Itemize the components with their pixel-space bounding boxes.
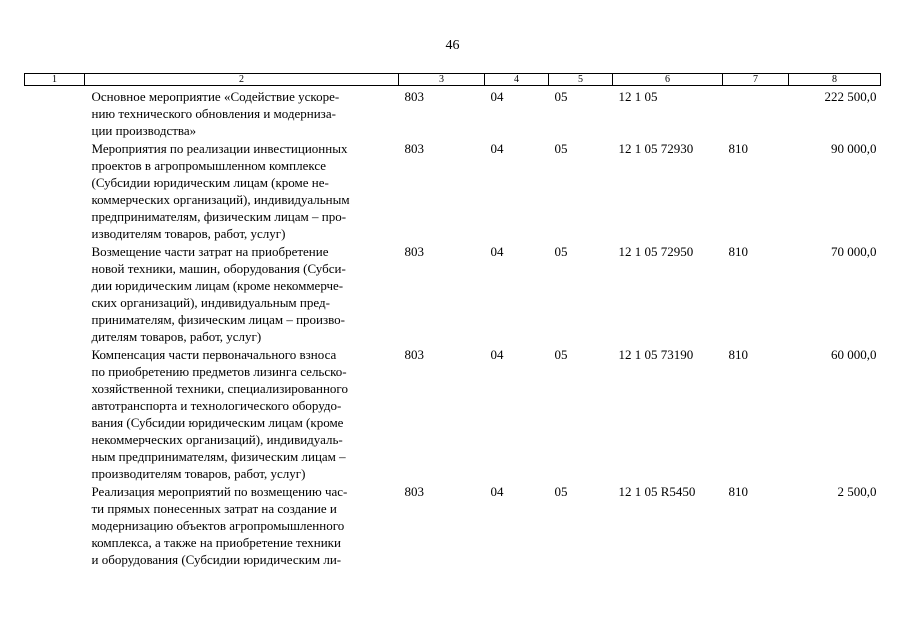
subsection-code: 05 bbox=[554, 244, 568, 259]
item-name-line: Реализация мероприятий по возмещению час- bbox=[91, 484, 348, 499]
item-name-line: дителям товаров, работ, услуг) bbox=[91, 329, 262, 344]
item-name bbox=[85, 86, 399, 140]
section-code: 04 bbox=[490, 89, 504, 104]
item-name-line: ти прямых понесенных затрат на создание и bbox=[91, 501, 337, 516]
item-name-line: ции производства» bbox=[91, 123, 197, 138]
row-number-cell bbox=[25, 139, 85, 242]
row-number-cell bbox=[25, 482, 85, 568]
column-number-5: 5 bbox=[549, 74, 613, 86]
item-name bbox=[85, 139, 399, 242]
target-code: 12 1 05 72950 bbox=[618, 244, 694, 259]
subsection-code: 05 bbox=[554, 484, 568, 499]
item-name-line: Компенсация части первоначального взноса bbox=[91, 347, 337, 362]
ministry-code: 803 bbox=[404, 141, 424, 156]
item-name-line: ских организаций), индивидуальным пред- bbox=[91, 295, 330, 310]
expense-code: 810 bbox=[728, 484, 748, 499]
subsection-code: 05 bbox=[554, 89, 568, 104]
sum-value: 60 000,0 bbox=[831, 347, 877, 362]
item-name-line: изводителям товаров, работ, услуг) bbox=[91, 226, 286, 241]
target-code: 12 1 05 72930 bbox=[618, 141, 694, 156]
item-name bbox=[85, 242, 399, 345]
item-name-line: комплекса, а также на приобретение техники bbox=[91, 535, 341, 550]
column-number-1: 1 bbox=[25, 74, 85, 86]
target-code: 12 1 05 bbox=[618, 89, 658, 104]
section-code: 04 bbox=[490, 484, 504, 499]
item-name-line: принимателям, физическим лицам – произво- bbox=[91, 312, 345, 327]
page-number: 46 bbox=[445, 38, 460, 53]
expense-code bbox=[723, 86, 789, 140]
target-code: 12 1 05 73190 bbox=[618, 347, 694, 362]
row-number-cell bbox=[25, 345, 85, 482]
column-number-4: 4 bbox=[485, 74, 549, 86]
item-name-line: и оборудования (Субсидии юридическим ли- bbox=[91, 552, 342, 567]
sum-value: 70 000,0 bbox=[831, 244, 877, 259]
table-row bbox=[25, 482, 881, 568]
column-number-2: 2 bbox=[85, 74, 399, 86]
table-row bbox=[25, 139, 881, 242]
item-name-line: по приобретению предметов лизинга сельско- bbox=[91, 364, 347, 379]
sum-value: 2 500,0 bbox=[837, 484, 877, 499]
item-name-line: Основное мероприятие «Содействие ускоре- bbox=[91, 89, 340, 104]
budget-table bbox=[24, 73, 881, 568]
expense-code: 810 bbox=[728, 141, 748, 156]
subsection-code: 05 bbox=[554, 141, 568, 156]
table-row bbox=[25, 86, 881, 140]
subsection-code: 05 bbox=[554, 347, 568, 362]
item-name-line: (Субсидии юридическим лицам (кроме не- bbox=[91, 175, 329, 190]
item-name-line: производителям товаров, работ, услуг) bbox=[91, 466, 306, 481]
column-number-7: 7 bbox=[723, 74, 789, 86]
table-row bbox=[25, 242, 881, 345]
item-name-line: Возмещение части затрат на приобретение bbox=[91, 244, 329, 259]
item-name-line: автотранспорта и технологического оборудо- bbox=[91, 398, 342, 413]
item-name-line: проектов в агропромышленном комплексе bbox=[91, 158, 327, 173]
item-name-line: новой техники, машин, оборудования (Субси- bbox=[91, 261, 346, 276]
item-name-line: нию технического обновления и модерниза- bbox=[91, 106, 336, 121]
item-name-line: некоммерческих организаций), индивидуаль- bbox=[91, 432, 343, 447]
section-code: 04 bbox=[490, 141, 504, 156]
expense-code: 810 bbox=[728, 244, 748, 259]
row-number-cell bbox=[25, 242, 85, 345]
column-number-6: 6 bbox=[613, 74, 723, 86]
sum-value: 90 000,0 bbox=[831, 141, 877, 156]
column-number-3: 3 bbox=[399, 74, 485, 86]
item-name-line: хозяйственной техники, специализированного bbox=[91, 381, 348, 396]
item-name-line: модернизацию объектов агропромышленного bbox=[91, 518, 345, 533]
column-number-8: 8 bbox=[789, 74, 881, 86]
table-row bbox=[25, 345, 881, 482]
sum-value: 222 500,0 bbox=[824, 89, 877, 104]
section-code: 04 bbox=[490, 244, 504, 259]
item-name-line: дии юридическим лицам (кроме некоммерче- bbox=[91, 278, 344, 293]
ministry-code: 803 bbox=[404, 484, 424, 499]
item-name-line: коммерческих организаций), индивидуальным bbox=[91, 192, 350, 207]
expense-code: 810 bbox=[728, 347, 748, 362]
target-code: 12 1 05 R5450 bbox=[618, 484, 696, 499]
item-name-line: Мероприятия по реализации инвестиционных bbox=[91, 141, 348, 156]
item-name-line: вания (Субсидии юридическим лицам (кроме bbox=[91, 415, 344, 430]
item-name bbox=[85, 345, 399, 482]
item-name-line: предпринимателям, физическим лицам – про- bbox=[91, 209, 347, 224]
ministry-code: 803 bbox=[404, 244, 424, 259]
item-name bbox=[85, 482, 399, 568]
row-number-cell bbox=[25, 86, 85, 140]
item-name-line: ным предпринимателям, физическим лицам – bbox=[91, 449, 346, 464]
column-number-row bbox=[25, 74, 881, 86]
ministry-code: 803 bbox=[404, 347, 424, 362]
ministry-code: 803 bbox=[404, 89, 424, 104]
section-code: 04 bbox=[490, 347, 504, 362]
